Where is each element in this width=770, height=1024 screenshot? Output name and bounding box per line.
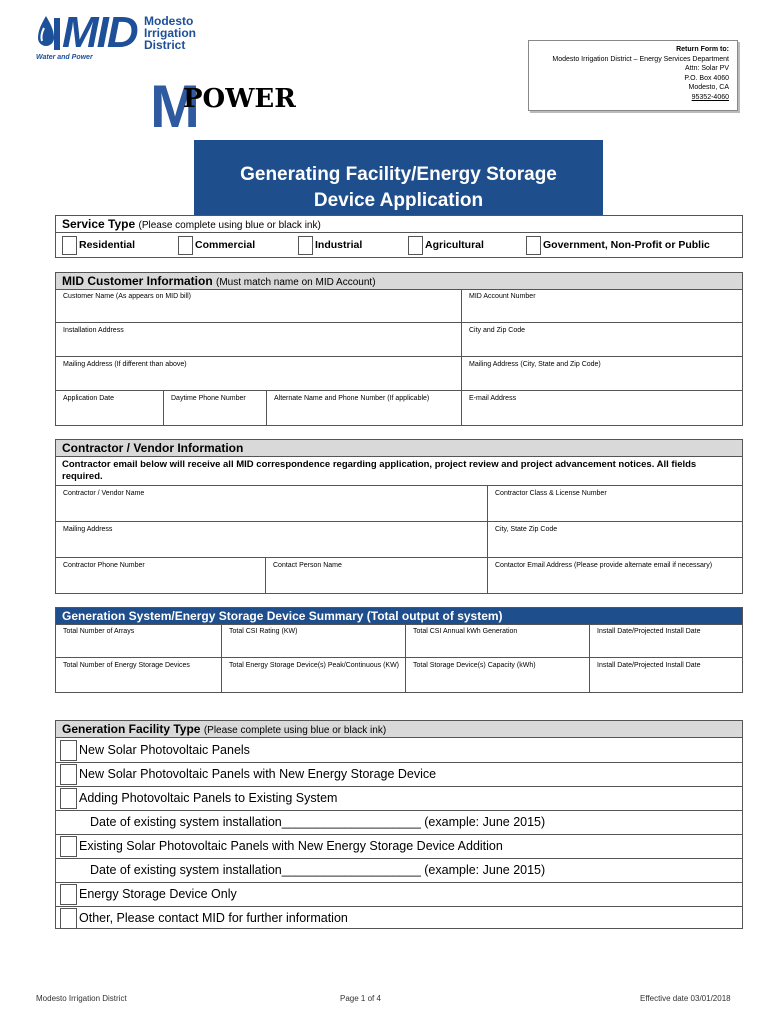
org-name: Modesto Irrigation District [144,14,197,52]
install-address-field[interactable]: Installation Address [56,323,462,357]
mailing-city-field[interactable]: Mailing Address (City, State and Zip Code) [462,357,743,391]
checkbox[interactable] [526,236,541,255]
summary-section [55,607,743,693]
service-residential[interactable]: Residential [62,235,135,255]
mpower-logo: M POWER [150,73,296,140]
mid-logo [36,8,197,64]
contractor-section [55,439,743,594]
facility-new-solar-storage[interactable]: New Solar Photovoltaic Panels with New Energy Storage Device [56,762,742,787]
service-government[interactable]: Government, Non-Profit or Public [526,235,710,255]
contractor-email-field[interactable]: Contactor Email Address (Please provide alternate email if necessary) [495,562,713,569]
service-industrial[interactable]: Industrial [298,235,362,255]
page-title: Generating Facility/Energy Storage Device Application [194,140,603,216]
checkbox[interactable] [60,764,77,785]
logo-text: MID [62,8,137,57]
checkbox[interactable] [60,884,77,905]
alternate-contact-field[interactable]: Alternate Name and Phone Number (If applicable) [267,391,462,425]
facility-type-heading: Generation Facility Type (Please complete using blue or black ink) [56,721,742,738]
storage-devices-field[interactable]: Total Number of Energy Storage Devices [56,658,222,692]
contractor-heading: Contractor / Vendor Information [56,440,742,457]
customer-heading: MID Customer Information (Must match name on MID Account) [56,273,742,290]
facility-new-solar[interactable]: New Solar Photovoltaic Panels [56,738,742,763]
checkbox[interactable] [60,908,77,929]
footer-page: Page 1 of 4 [340,994,381,1003]
mailing-address-field[interactable]: Mailing Address (If different than above) [56,357,462,391]
footer-date: Effective date 03/01/2018 [640,994,731,1003]
email-field[interactable]: E-mail Address [469,395,517,402]
contractor-phone-field[interactable]: Contractor Phone Number [56,558,266,593]
return-address-box: Return Form to: Modesto Irrigation District – Energy Services Department Attn: Solar PV P.O. Box 4060 Modesto, CA 95352-4060 [528,40,738,111]
service-type-heading: Service Type (Please complete using blue or black ink) [56,216,742,233]
service-type-section [55,215,743,258]
daytime-phone-field[interactable]: Daytime Phone Number [164,391,267,425]
customer-name-field[interactable]: Customer Name (As appears on MID bill) [56,289,462,323]
checkbox[interactable] [62,236,77,255]
total-arrays-field[interactable]: Total Number of Arrays [56,624,222,658]
contractor-name-field[interactable]: Contractor / Vendor Name [56,486,488,522]
storage-install-date-field[interactable]: Install Date/Projected Install Date [597,662,701,669]
existing-install-date-2[interactable]: Date of existing system installation____________________ (example: June 2015) [56,858,742,883]
summary-heading: Generation System/Energy Storage Device Summary (Total output of system) [56,608,742,625]
facility-existing-solar-storage[interactable]: Existing Solar Photovoltaic Panels with New Energy Storage Device Addition [56,834,742,859]
facility-storage-only[interactable]: Energy Storage Device Only [56,882,742,907]
existing-install-date-1[interactable]: Date of existing system installation____________________ (example: June 2015) [56,810,742,835]
checkbox[interactable] [60,740,77,761]
storage-capacity-field[interactable]: Total Storage Device(s) Capacity (kWh) [406,658,590,692]
checkbox[interactable] [298,236,313,255]
service-agricultural[interactable]: Agricultural [408,235,484,255]
checkbox[interactable] [178,236,193,255]
facility-other[interactable]: Other, Please contact MID for further information [56,906,742,930]
city-zip-field[interactable]: City and Zip Code [462,323,743,357]
customer-section [55,272,743,426]
checkbox[interactable] [408,236,423,255]
contractor-city-field[interactable]: City, State Zip Code [488,522,743,558]
facility-type-section [55,720,743,929]
application-date-field[interactable]: Application Date [56,391,164,425]
install-date-field[interactable]: Install Date/Projected Install Date [590,624,743,658]
checkbox[interactable] [60,788,77,809]
contact-person-field[interactable]: Contact Person Name [266,558,488,593]
checkbox[interactable] [60,836,77,857]
tagline: Water and Power [36,54,93,61]
contractor-mailing-field[interactable]: Mailing Address [56,522,488,558]
csi-rating-field[interactable]: Total CSI Rating (KW) [222,624,406,658]
license-number-field[interactable]: Contractor Class & License Number [488,486,743,522]
storage-peak-field[interactable]: Total Energy Storage Device(s) Peak/Continuous (KW) [222,658,406,692]
annual-generation-field[interactable]: Total CSI Annual kWh Generation [406,624,590,658]
contractor-notice: Contractor email below will receive all MID correspondence regarding application, project review and project advancement notices. All fields required. [56,457,742,486]
account-number-field[interactable]: MID Account Number [462,289,743,323]
service-commercial[interactable]: Commercial [178,235,255,255]
footer-org: Modesto Irrigation District [36,994,127,1003]
facility-adding-panels[interactable]: Adding Photovoltaic Panels to Existing System [56,786,742,811]
